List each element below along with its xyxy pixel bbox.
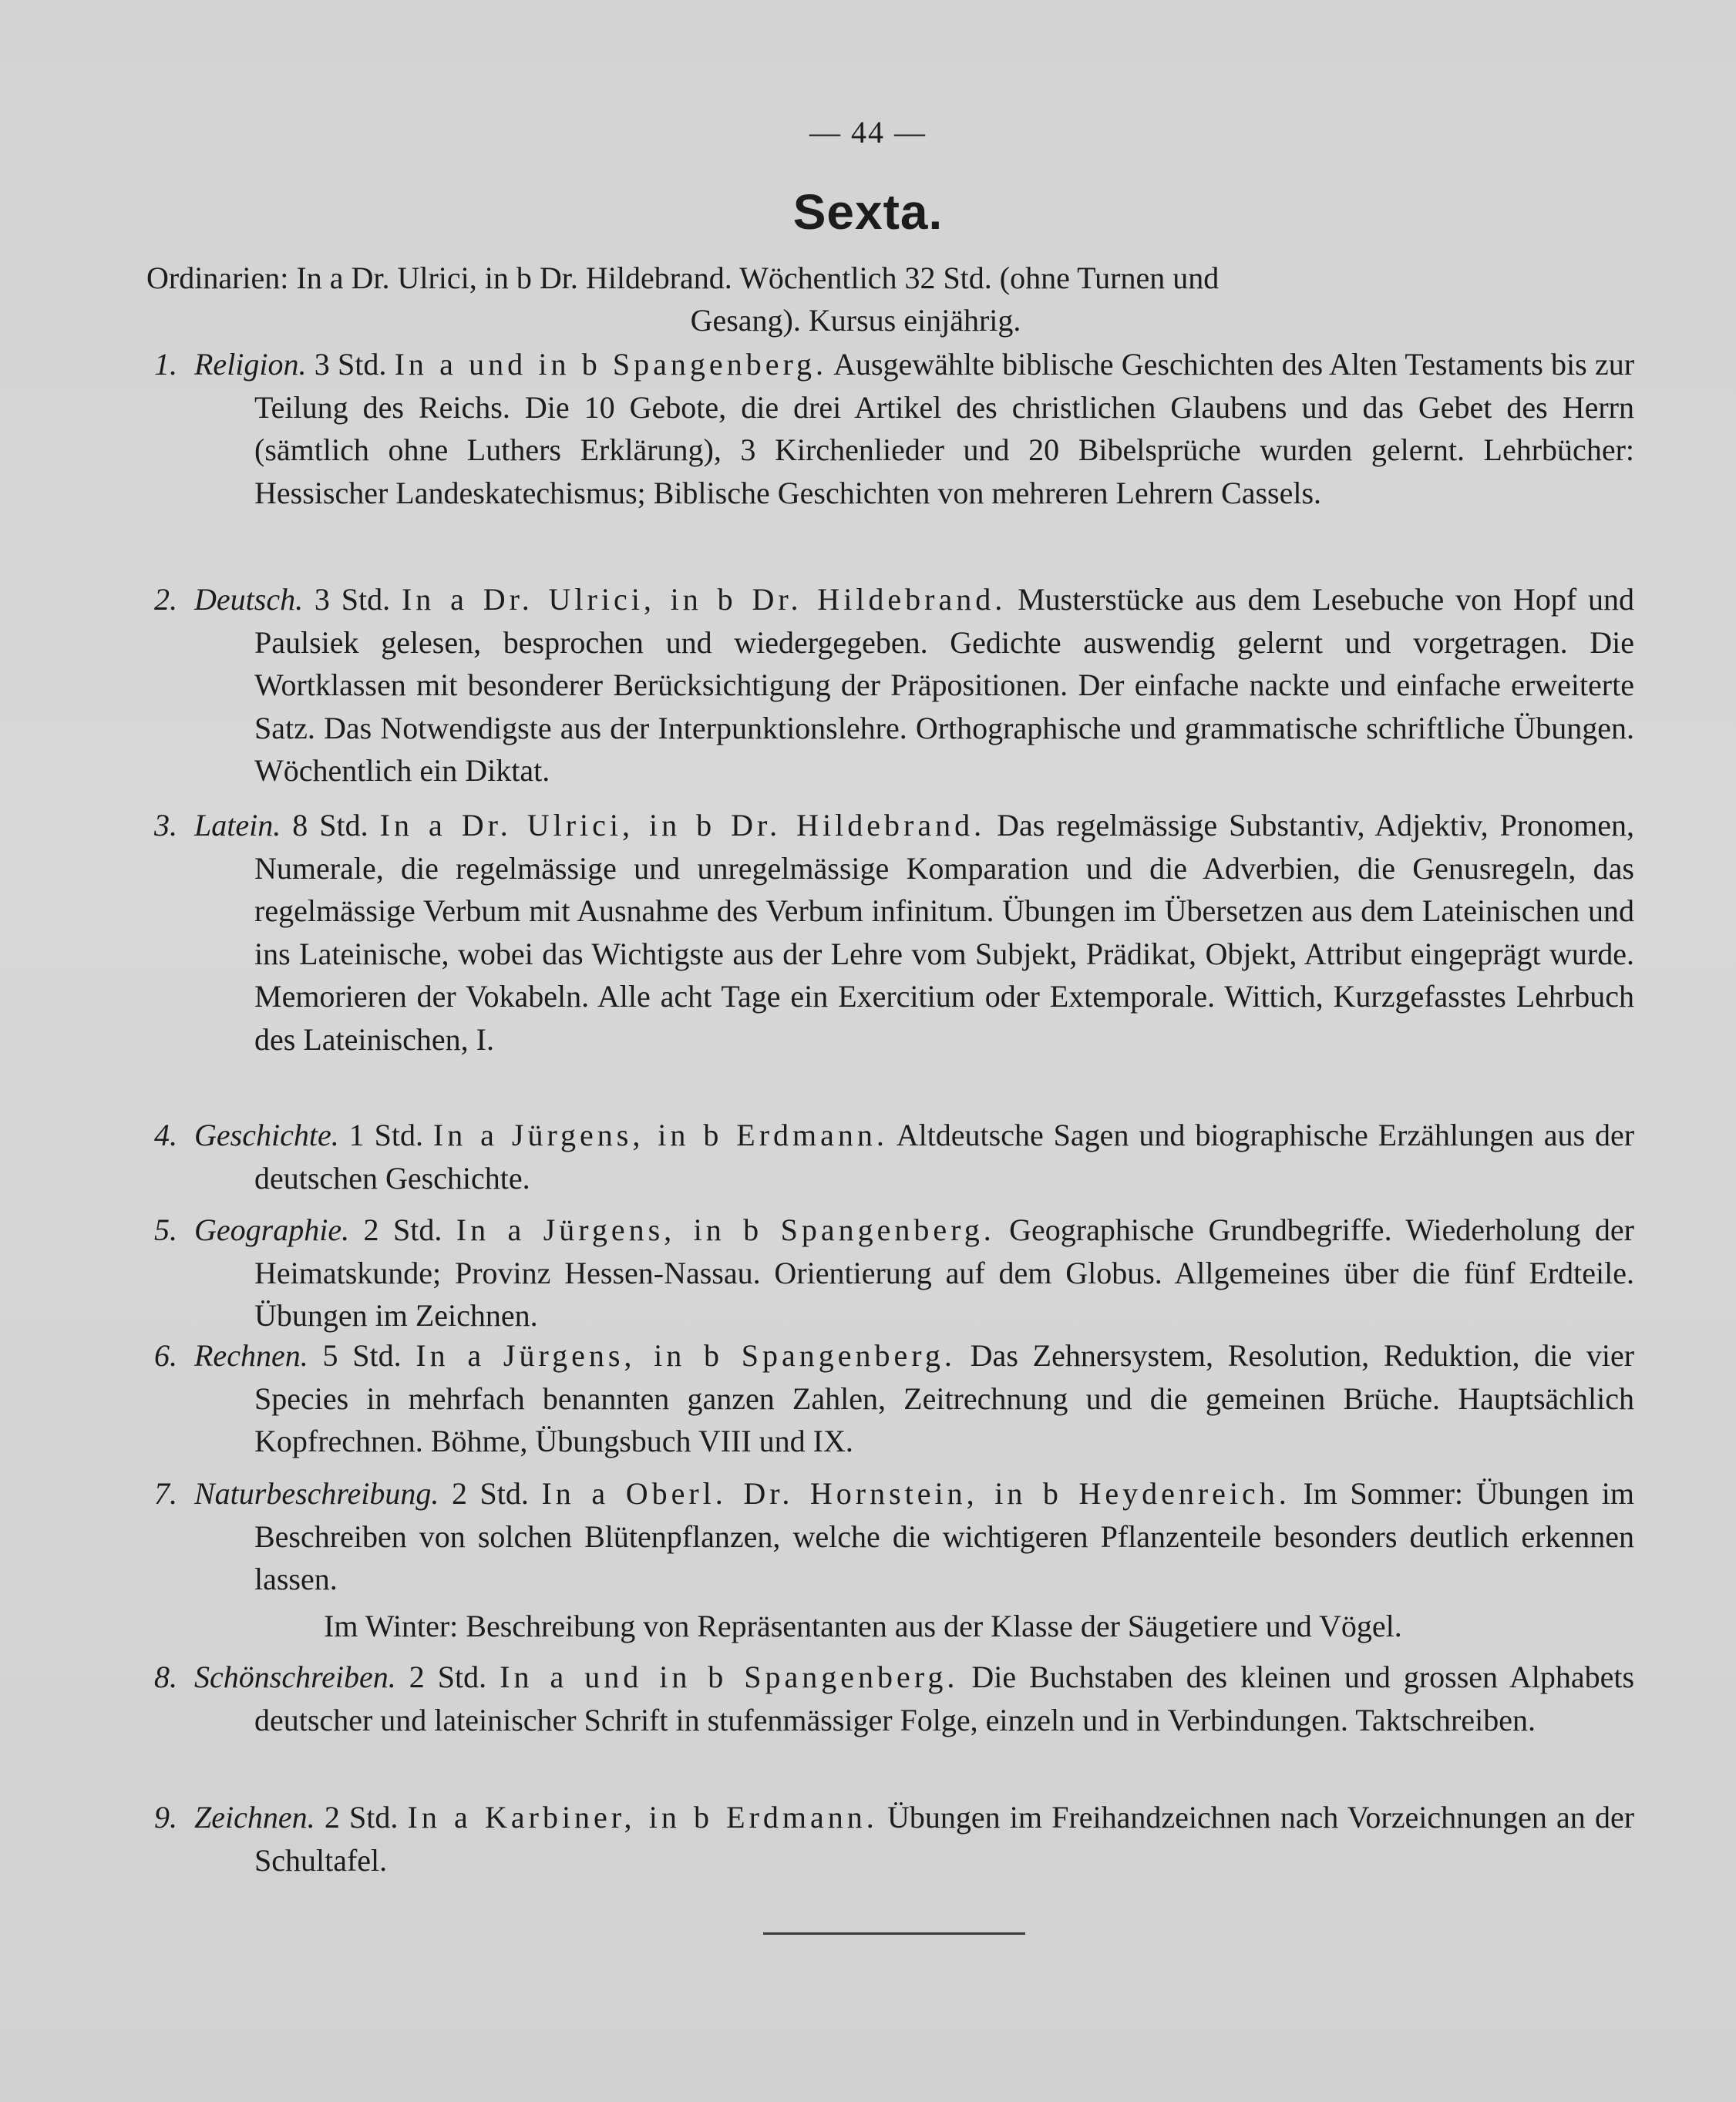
subject-text: Musterstücke aus dem Lesebuche von Hopf und Paulsiek gelesen, besprochen und wiedergegeben. Gedichte auswendig gelernt und vorgetragen. Die Wortklassen mit besonderer Berücksichtigung der Präpositionen. Der einfache nackte und einfache erweiterte Satz. Das Notwendigste aus der Interpunktionslehre. Orthographische und grammatische schriftliche Übungen. Wöchentlich ein Diktat. [254, 582, 1635, 788]
subject-text: Die Buchstaben des kleinen und grossen Alphabets deutscher und lateinischer Schrift in stufenmässiger Folge, einzeln und in Verbindungen. Taktschreiben. [254, 1660, 1635, 1737]
item-number: 5. [154, 1212, 177, 1247]
subject-name: Naturbeschreibung. [194, 1476, 439, 1511]
ordinarien-paragraph [146, 257, 1634, 341]
subject-name: Geographie. [194, 1212, 350, 1247]
page-number: — 44 — [809, 115, 927, 150]
subject-name: Zeichnen. [194, 1800, 315, 1835]
subject-teachers: In a und in b Spangenberg. [500, 1660, 959, 1694]
subject-item-religion [154, 343, 1634, 514]
closing-rule [763, 1932, 1025, 1935]
subject-name: Latein. [194, 808, 281, 842]
item-number: 3. [154, 808, 177, 842]
subject-hours: 2 Std. [324, 1800, 399, 1835]
ordinarien-line-2: Gesang). Kursus einjährig. [690, 303, 1021, 338]
subject-name: Geschichte. [194, 1118, 339, 1152]
subject-hours: 3 Std. [314, 582, 391, 617]
subject-name: Schönschreiben. [194, 1660, 396, 1694]
subject-teachers: In a Karbiner, in b Erdmann. [407, 1800, 878, 1835]
subject-teachers: In a Jürgens, in b Spangenberg. [415, 1338, 956, 1373]
subject-teachers: In a und in b Spangenberg. [394, 347, 828, 382]
subject-text: Ausgewählte biblische Geschichten des Alten Testaments bis zur Teilung des Reichs. Die 10 Gebote, die drei Artikel des christlichen Glaubens und das Gebet des Herrn (sämtlich ohne Luthers Erklärung), 3 Kirchenlieder und 20 Bibelsprüche wurden gelernt. Lehrbücher: Hessischer Landeskatechismus; Biblische Geschichten von mehreren Lehrern Cassels. [254, 347, 1635, 510]
subject-hours: 8 Std. [292, 808, 368, 842]
subject-teachers: In a Oberl. Dr. Hornstein, in b Heydenreich. [541, 1476, 1290, 1511]
item-number: 4. [154, 1118, 177, 1152]
subject-text: Im Sommer: Übungen im Beschreiben von solchen Blütenpflanzen, welche die wichtigeren Pflanzenteile besonders deutlich erkennen lassen. [254, 1476, 1635, 1596]
subject-item-naturbeschreibung [154, 1472, 1634, 1601]
subject-item-latein [154, 804, 1634, 1061]
subject-text: Altdeutsche Sagen und biographische Erzählungen aus der deutschen Geschichte. [254, 1118, 1635, 1196]
subject-name: Rechnen. [194, 1338, 308, 1373]
section-heading: Sexta. [792, 184, 944, 240]
subject-name: Deutsch. [194, 582, 304, 617]
item-number: 6. [154, 1338, 177, 1373]
item-number: 2. [154, 582, 177, 617]
subject-text: Geographische Grundbegriffe. Wiederholung der Heimatskunde; Provinz Hessen-Nassau. Orientierung auf dem Globus. Allgemeines über die fünf Erdteile. Übungen im Zeichnen. [254, 1212, 1634, 1333]
subject-hours: 5 Std. [322, 1338, 402, 1373]
subject-text: Übungen im Freihandzeichnen nach Vorzeichnungen an der Schultafel. [254, 1800, 1635, 1878]
subject-hours: 3 Std. [314, 347, 387, 382]
subject-item-zeichnen [154, 1796, 1634, 1882]
subject-text: Das regelmässige Substantiv, Adjektiv, Pronomen, Numerale, die regelmässige und unregelmässige Komparation und die Adverbien, die Genusregeln, das regelmässige Verbum mit Ausnahme des Verbum infinitum. Übungen im Übersetzen aus dem Lateinischen und ins Lateinische, wobei das Wichtigste aus der Lehre vom Subjekt, Prädikat, Objekt, Attribut eingeprägt wurde. Memorieren der Vokabeln. Alle acht Tage ein Exercitium oder Extemporale. Wittich, Kurzgefasstes Lehrbuch des Lateinischen, I. [254, 808, 1635, 1057]
subject-teachers: In a Jürgens, in b Erdmann. [432, 1118, 888, 1152]
subject-hours: 2 Std. [451, 1476, 529, 1511]
subject-extra-winter: Im Winter: Beschreibung von Repräsentanten aus der Klasse der Säugetiere und Vögel. [324, 1609, 1402, 1643]
subject-hours: 2 Std. [363, 1212, 442, 1247]
subject-item-deutsch [154, 578, 1634, 792]
subject-item-schoenschreiben [154, 1656, 1634, 1741]
ordinarien-line-1: Ordinarien: In a Dr. Ulrici, in b Dr. Hildebrand. Wöchentlich 32 Std. (ohne Turnen und [146, 261, 1220, 295]
subject-teachers: In a Jürgens, in b Spangenberg. [456, 1212, 995, 1247]
subject-hours: 1 Std. [348, 1118, 423, 1152]
subject-item-rechnen [154, 1334, 1634, 1463]
item-number: 8. [154, 1660, 177, 1694]
subject-item-geographie [154, 1209, 1634, 1337]
item-number: 7. [154, 1476, 177, 1511]
subject-text: Das Zehnersystem, Resolution, Reduktion, die vier Species in mehrfach benannten ganzen Zahlen, Zeitrechnung und die gemeinen Brüche. Hauptsächlich Kopfrechnen. Böhme, Übungsbuch VIII und IX. [254, 1338, 1635, 1458]
subject-teachers: In a Dr. Ulrici, in b Dr. Hildebrand. [379, 808, 986, 842]
subject-teachers: In a Dr. Ulrici, in b Dr. Hildebrand. [401, 582, 1007, 617]
subject-item-geschichte [154, 1114, 1634, 1199]
subject-hours: 2 Std. [409, 1660, 487, 1694]
item-number: 9. [154, 1800, 177, 1835]
item-number: 1. [154, 347, 177, 382]
subject-name: Religion. [194, 347, 307, 382]
